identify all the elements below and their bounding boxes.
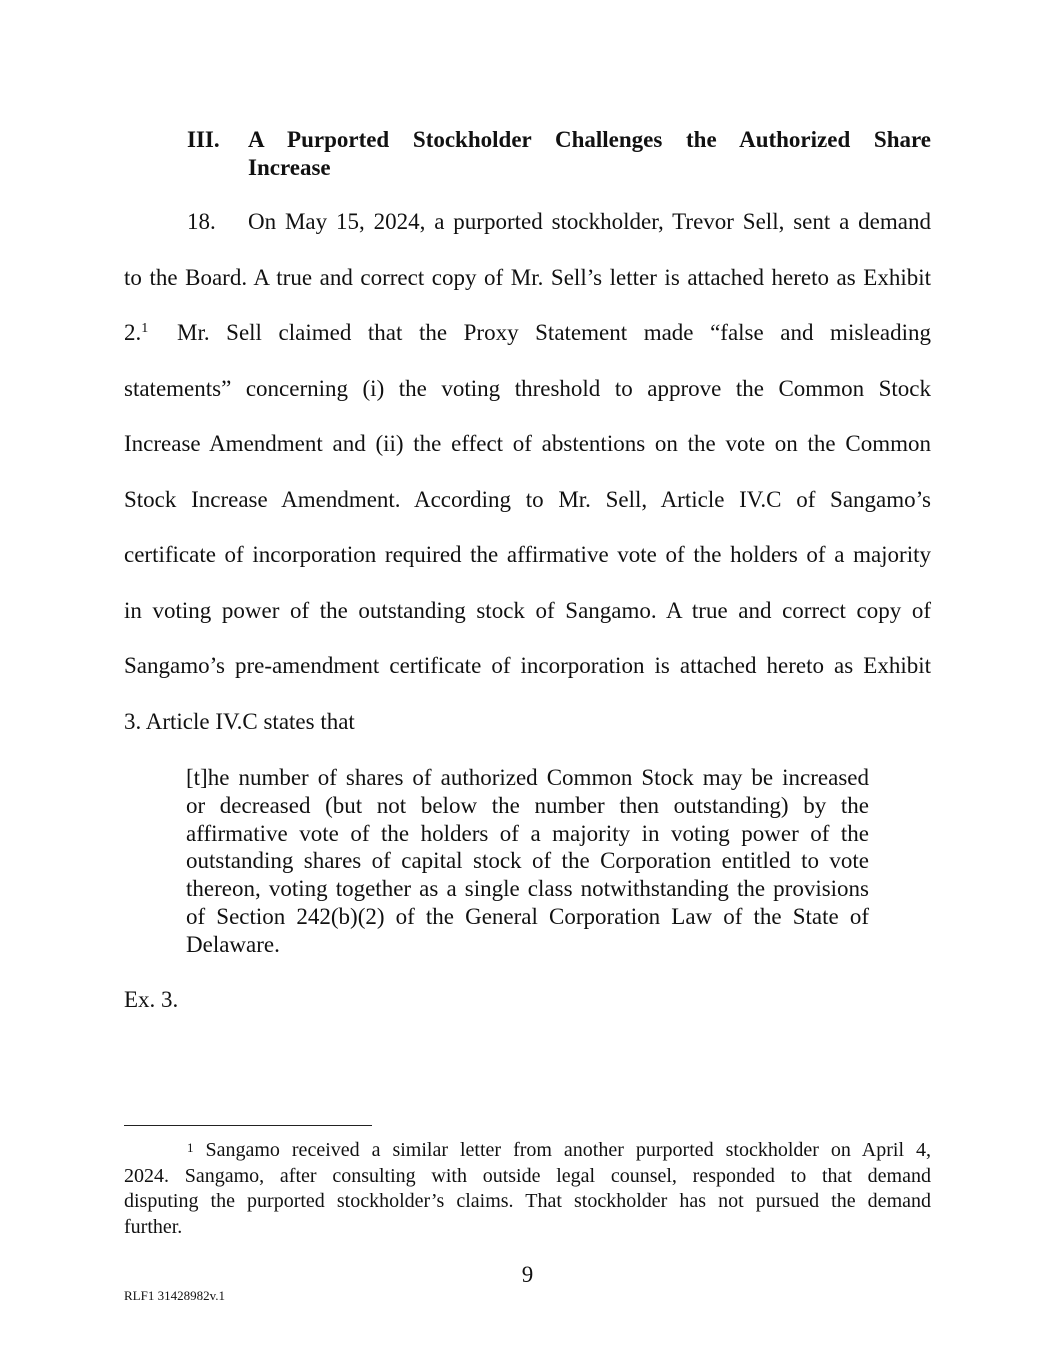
- body-line: On May 15, 2024, a purported stockholder, Trevor Sell, sent a demand: [248, 209, 931, 234]
- quote-line: [t]he number of shares of authorized Common Stock may be increased: [186, 765, 869, 790]
- footnote-text: Sangamo received a similar letter from another purported stockholder on April 4,: [205, 1139, 931, 1161]
- footnote-reference[interactable]: 1: [141, 321, 149, 336]
- body-line: 3. Article IV.C states that: [124, 709, 355, 734]
- quote-line: outstanding shares of capital stock of the Corporation entitled to vote: [186, 848, 869, 874]
- body-line: Mr. Sell claimed that the Proxy Statement made “false and misleading: [177, 320, 931, 345]
- quote-line: affirmative vote of the holders of a majority in voting power of the: [186, 820, 869, 846]
- exhibit-number: 2.: [124, 320, 142, 345]
- body-line-start: [124, 319, 148, 347]
- body-line: in voting power of the outstanding stock of Sangamo. A true and correct copy of: [124, 598, 931, 623]
- quote-line: Delaware.: [186, 931, 280, 957]
- footnote: [124, 1138, 931, 1240]
- footnote-line: disputing the purported stockholder’s claims. That stockholder has not pursued the demand: [124, 1190, 931, 1212]
- section-title-line: A Purported Stockholder Challenges the Authorized Share: [248, 127, 931, 152]
- quote-line: thereon, voting together as a single class notwithstanding the provisions: [186, 876, 869, 902]
- section-number: III.: [187, 127, 220, 152]
- body-line: certificate of incorporation required the affirmative vote of the holders of a majority: [124, 542, 931, 567]
- footnote-marker: 1: [187, 1140, 194, 1155]
- citation: Ex. 3.: [124, 987, 179, 1012]
- section-title-line: Increase: [248, 155, 331, 180]
- body-line: Stock Increase Amendment. According to Mr. Sell, Article IV.C of Sangamo’s: [124, 487, 931, 512]
- body-line: to the Board. A true and correct copy of Mr. Sell’s letter is attached hereto as Exhibit: [124, 265, 931, 290]
- body-line: Sangamo’s pre-amendment certificate of incorporation is attached hereto as Exhibit: [124, 653, 931, 678]
- document-id: RLF1 31428982v.1: [124, 1288, 225, 1303]
- quote-line: or decreased (but not below the number then outstanding) by the: [186, 792, 869, 818]
- block-quote: [186, 764, 869, 959]
- footnote-line: 2024. Sangamo, after consulting with outside legal counsel, responded to that demand: [124, 1164, 931, 1187]
- footnote-line: [124, 1138, 931, 1164]
- footnote-line: further.: [124, 1215, 183, 1238]
- body-line: Increase Amendment and (ii) the effect of abstentions on the vote on the Common: [124, 431, 931, 456]
- section-title: [248, 126, 931, 182]
- page-number: 9: [521, 1262, 534, 1287]
- body-line: statements” concerning (i) the voting threshold to approve the Common Stock: [124, 376, 931, 401]
- paragraph-number: 18.: [187, 209, 216, 234]
- footnote-separator: [124, 1125, 372, 1126]
- quote-line: of Section 242(b)(2) of the General Corporation Law of the State of: [186, 903, 869, 929]
